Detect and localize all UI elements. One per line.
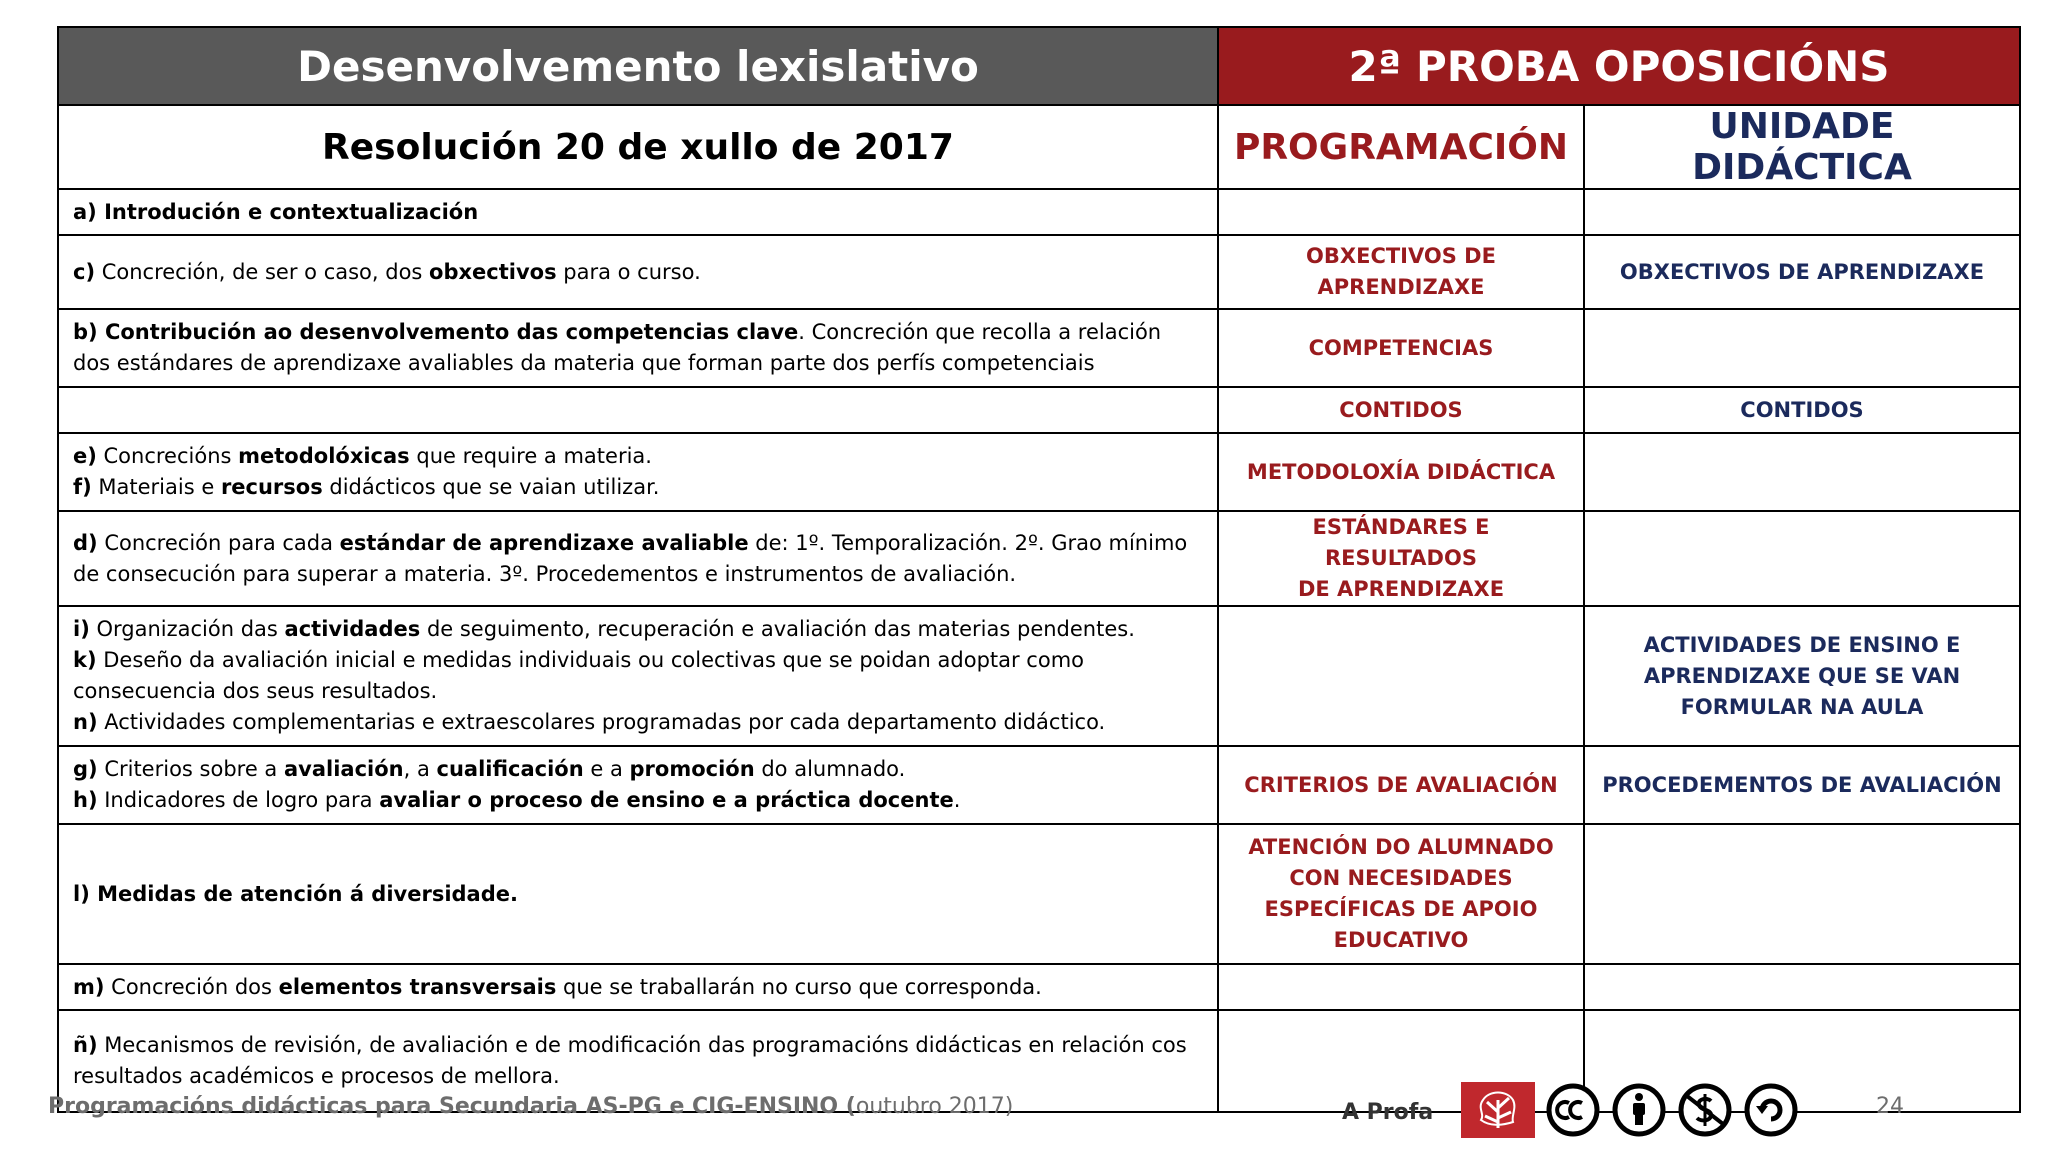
unidade-cell [1584,824,2020,964]
bold-text: avaliar o proceso de ensino e a práctica docente [379,788,954,812]
table-row [58,511,2020,606]
text: Mecanismos de revisión, de avaliación e de modificación das programacións didácticas en relación cos resultados académicos e procesos de mellora. [73,1033,1187,1088]
unidade-label: OBXECTIVOS DE APRENDIZAXE [1619,259,1985,284]
legal-item-cell [58,433,1218,511]
unidade-cell [1584,387,2020,433]
legal-item-cell [58,964,1218,1010]
bold-text: elementos transversais [278,974,557,999]
legal-item-cell [58,235,1218,309]
text: Materiais e [91,475,221,499]
programacion-cell [1218,387,1584,433]
bold-text: k) [73,648,97,672]
text: de: 1º. Temporalización. 2º. Grao mínimo de consecución para superar a materia. 3º. Procedementos e instrumentos de avaliación. [73,530,1188,586]
table-row [58,746,2020,824]
unidade-label: PROCEDEMENTOS DE AVALIACIÓN [1602,772,2002,797]
resolution-title: Resolución 20 de xullo de 2017 [58,105,1218,189]
programacion-label: ATENCIÓN DO ALUMNADO [1248,835,1554,859]
unidade-label: FORMULAR NA AULA [1680,694,1924,719]
text: e a [583,757,630,781]
text: que require a materia. [409,444,652,468]
programacion-label: OBXECTIVOS DE APRENDIZAXE [1306,244,1496,299]
bold-text: a) Introdución e contextualización [73,199,479,224]
text: de seguimento, recuperación e avaliación das materias pendentes. [420,617,1135,641]
programacion-cell [1218,235,1584,309]
bold-text: promoción [629,757,755,781]
legal-item-line [73,528,1203,590]
unidade-cell [1584,606,2020,746]
table-row [58,824,2020,964]
legal-item-cell [58,746,1218,824]
bold-text: estándar de aprendizaxe avaliable [339,530,749,555]
programacion-label: METODOLOXÍA DIDÁCTICA [1246,459,1556,484]
text: Concreción para cada [97,530,340,555]
programacion-cell [1218,433,1584,511]
table-row [58,189,2020,235]
table-row [58,235,2020,309]
table-row [58,964,2020,1010]
bold-text: d) [73,530,98,555]
legal-item-line [73,754,1203,785]
footer-title-date: outubro 2017) [855,1094,1014,1119]
bold-text: c) [73,259,96,284]
unidade-cell [1584,746,2020,824]
unidade-cell [1584,235,2020,309]
table-row [58,387,2020,433]
bold-text: metodolóxicas [238,444,410,468]
bold-text: h) [73,788,98,812]
text: . Concreción que recolla a relación dos estándares de aprendizaxe avaliables da materia que forman parte dos perfís competenciais [73,320,1162,375]
bold-text: f) [73,475,92,499]
text: para o curso. [556,259,701,284]
legal-item-cell [58,189,1218,235]
unidade-cell [1584,964,2020,1010]
nc-icon [1677,1082,1733,1142]
unidade-cell [1584,309,2020,387]
table-row [58,433,2020,511]
legal-item-cell [58,824,1218,964]
unidade-column-header: UNIDADE DIDÁCTICA [1584,105,2020,189]
bold-text: e) [73,444,97,468]
unidade-cell [1584,511,2020,606]
legal-item-line [73,785,1203,816]
text: que se traballarán no curso que corresponda. [556,974,1042,999]
text: Actividades complementarias e extraescolares programadas por cada departamento didáctico. [97,710,1106,734]
leaf-logo-icon [1461,1082,1535,1142]
legal-item-line [73,707,1203,738]
legal-item-line [73,197,1203,228]
bold-text: ñ) [73,1033,98,1057]
legal-item-line [73,972,1203,1003]
legal-item-cell [58,309,1218,387]
bold-text: m) [73,974,105,999]
programacion-label: CRITERIOS DE AVALIACIÓN [1244,772,1558,797]
bold-text: b) Contribución ao desenvolvemento das competencias clave [73,320,799,344]
legal-item-line [73,879,1203,910]
programacion-column-header: PROGRAMACIÓN [1218,105,1584,189]
bold-text: g) [73,757,98,781]
legislation-table [57,26,2021,1113]
programacion-label: CONTIDOS [1339,397,1463,422]
programacion-cell [1218,824,1584,964]
programacion-label: ESPECÍFICAS DE APOIO [1264,897,1538,921]
bold-text: obxectivos [429,259,557,284]
footer-logos [1342,1084,1799,1140]
unidade-cell [1584,433,2020,511]
unidade-cell [1584,189,2020,235]
brand-text: A Profa [1342,1099,1434,1125]
programacion-label: DE APRENDIZAXE [1297,577,1505,601]
text: didácticos que se vaian utilizar. [322,475,660,499]
sa-icon [1743,1082,1799,1142]
legal-item-cell [58,606,1218,746]
legal-item-cell [58,387,1218,433]
legal-item-line [73,441,1203,472]
unidade-label: APRENDIZAXE QUE SE VAN [1643,663,1961,688]
text: Concrecións [96,444,239,468]
programacion-label: CON NECESIDADES [1289,866,1513,890]
text: . [953,788,961,812]
programacion-cell [1218,964,1584,1010]
bold-text: avaliación [283,757,404,781]
bold-text: recursos [220,475,323,499]
bold-text: actividades [284,617,421,641]
programacion-cell [1218,606,1584,746]
programacion-cell [1218,746,1584,824]
text: Criterios sobre a [97,757,284,781]
text: Deseño da avaliación inicial e medidas individuais ou colectivas que se poidan adoptar como consecuencia dos seus resultados. [73,648,1085,703]
text: Organización das [89,617,285,641]
text: do alumnado. [754,757,906,781]
legal-item-cell [58,511,1218,606]
bold-text: i) [73,617,90,641]
programacion-cell [1218,511,1584,606]
bold-text: cualificación [436,757,584,781]
programacion-label: ESTÁNDARES E RESULTADOS [1312,515,1490,570]
unidade-label: ACTIVIDADES DE ENSINO E [1643,632,1961,657]
legal-item-line [73,472,1203,503]
bold-text: l) Medidas de atención á diversidade. [73,881,518,906]
footer-title-bold: Programacións didácticas para Secundaria AS-PG e CIG-ENSINO ( [48,1094,856,1119]
footer-title [48,1094,1013,1119]
legal-item-line [73,317,1203,379]
programacion-label: EDUCATIVO [1333,928,1469,952]
page-number: 24 [1876,1094,1904,1119]
subheader-row [58,105,2020,189]
text: , a [403,757,437,781]
header-left-title: Desenvolvemento lexislativo [58,27,1218,105]
legal-item-line [73,645,1203,707]
text: Concreción, de ser o caso, dos [95,259,430,284]
text: Indicadores de logro para [97,788,380,812]
legal-item-line [73,1030,1203,1092]
bold-text: n) [73,710,98,734]
table-row [58,309,2020,387]
text: Concreción dos [104,974,279,999]
header-right-title: 2ª PROBA OPOSICIÓNS [1218,27,2020,105]
header-row [58,27,2020,105]
legal-item-line [73,614,1203,645]
unidade-label: CONTIDOS [1740,397,1864,422]
by-icon [1611,1082,1667,1142]
legal-item-line [73,257,1203,288]
programacion-cell [1218,189,1584,235]
cc-icon [1545,1082,1601,1142]
table-row [58,606,2020,746]
programacion-cell [1218,309,1584,387]
programacion-label: COMPETENCIAS [1308,335,1494,360]
